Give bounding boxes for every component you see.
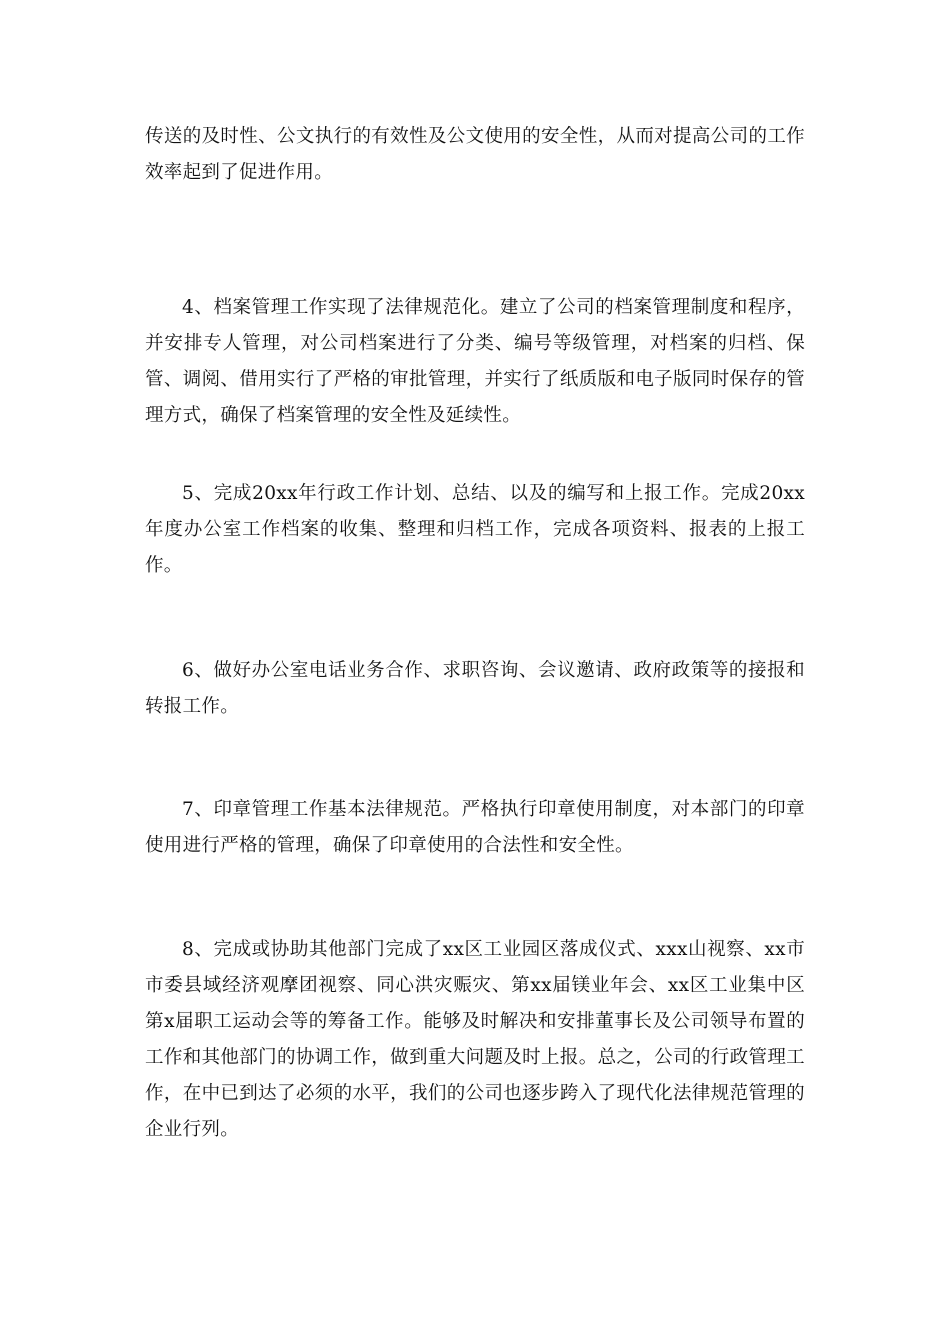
paragraph-item-4: 4、档案管理工作实现了法律规范化。建立了公司的档案管理制度和程序，并安排专人管理，对公司档案进行了分类、编号等级管理，对档案的归档、保管、调阅、借用实行了严格的审批管理，并实行了纸质版和电子版同时保存的管理方式，确保了档案管理的安全性及延续性。 — [145, 297, 805, 426]
paragraph-item-7: 7、印章管理工作基本法律规范。严格执行印章使用制度，对本部门的印章使用进行严格的管理，确保了印章使用的合法性和安全性。 — [145, 799, 805, 856]
paragraph-item-5: 5、完成20xx年行政工作计划、总结、以及的编写和上报工作。完成20xx年度办公室工作档案的收集、整理和归档工作，完成各项资料、报表的上报工作。 — [145, 483, 805, 576]
paragraph-item-6: 6、做好办公室电话业务合作、求职咨询、会议邀请、政府政策等的接报和转报工作。 — [145, 660, 805, 717]
paragraph-continuation: 传送的及时性、公文执行的有效性及公文使用的安全性，从而对提高公司的工作效率起到了促进作用。 — [145, 126, 805, 183]
paragraph-item-8: 8、完成或协助其他部门完成了xx区工业园区落成仪式、xxx山视察、xx市市委县域经济观摩团视察、同心洪灾赈灾、第xx届镁业年会、xx区工业集中区第x届职工运动会等的筹备工作。能够及时解决和安排董事长及公司领导布置的工作和其他部门的协调工作，做到重大问题及时上报。总之，公司的行政管理工作，在中已到达了必须的水平，我们的公司也逐步跨入了现代化法律规范管理的企业行列。 — [145, 939, 805, 1140]
